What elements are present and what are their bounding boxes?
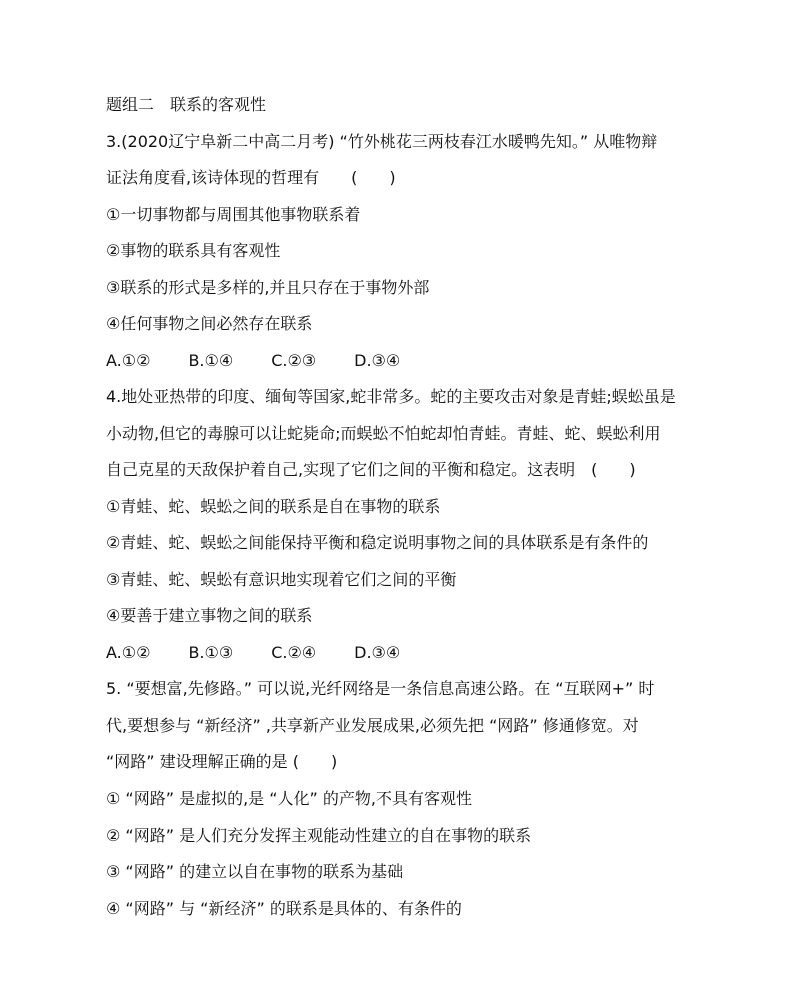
q3-statement-1: ①一切事物都与周围其他事物联系着: [106, 205, 361, 224]
q5-stem-line-3: “网路” 建设理解正确的是 ( ): [106, 752, 338, 771]
q5-statement-3: ③ “网路” 的建立以自在事物的联系为基础: [106, 862, 404, 881]
q4-statement-2: ②青蛙、蛇、蜈蚣之间能保持平衡和稳定说明事物之间的具体联系是有条件的: [106, 533, 649, 552]
q5-statement-2: ② “网路” 是人们充分发挥主观能动性建立的自在事物的联系: [106, 826, 532, 845]
q4-statement-4: ④要善于建立事物之间的联系: [106, 606, 313, 625]
q4-options: [106, 643, 706, 663]
q4-stem-line-3: 自己克星的天敌保护着自己,实现了它们之间的平衡和稳定。这表明 ( ): [106, 460, 636, 479]
q4-option-c: C.②④: [271, 643, 317, 662]
q5-statement-1: ① “网路” 是虚拟的,是 “人化” 的产物,不具有客观性: [106, 789, 473, 808]
q4-statement-1: ①青蛙、蛇、蜈蚣之间的联系是自在事物的联系: [106, 497, 441, 516]
q4-option-d: D.③④: [354, 643, 401, 662]
q3-stem-line-2: 证法角度看,该诗体现的哲理有 ( ): [106, 168, 396, 187]
q4-option-a: A.①②: [106, 643, 151, 662]
group-title: 题组二 联系的客观性: [106, 95, 267, 114]
q4-stem-line-1: 4.地处亚热带的印度、缅甸等国家,蛇非常多。蛇的主要攻击对象是青蛙;蜈蚣虽是: [106, 387, 676, 406]
q3-statement-4: ④任何事物之间必然存在联系: [106, 314, 313, 333]
q4-stem-line-2: 小动物,但它的毒腺可以让蛇毙命;而蜈蚣不怕蛇却怕青蛙。青蛙、蛇、蜈蚣利用: [106, 424, 661, 443]
q5-stem-line-2: 代,要想参与 “新经济” ,共享新产业发展成果,必须先把 “网路” 修通修宽。对: [106, 716, 639, 735]
q3-statement-2: ②事物的联系具有客观性: [106, 241, 281, 260]
q3-stem-line-1: 3.(2020辽宁阜新二中高二月考) “竹外桃花三两枝春江水暖鸭先知。” 从唯物辩: [106, 132, 658, 151]
q3-option-c: C.②③: [271, 351, 317, 370]
q4-option-b: B.①③: [188, 643, 234, 662]
q3-statement-3: ③联系的形式是多样的,并且只存在于事物外部: [106, 278, 430, 297]
q3-option-a: A.①②: [106, 351, 151, 370]
q3-option-d: D.③④: [354, 351, 401, 370]
q3-options: [106, 351, 706, 371]
q3-option-b: B.①④: [188, 351, 234, 370]
q5-statement-4: ④ “网路” 与 “新经济” 的联系是具体的、有条件的: [106, 899, 462, 918]
q4-statement-3: ③青蛙、蛇、蜈蚣有意识地实现着它们之间的平衡: [106, 570, 457, 589]
q5-stem-line-1: 5. “要想富,先修路。” 可以说,光纤网络是一条信息高速公路。在 “互联网+” 时: [106, 679, 655, 698]
